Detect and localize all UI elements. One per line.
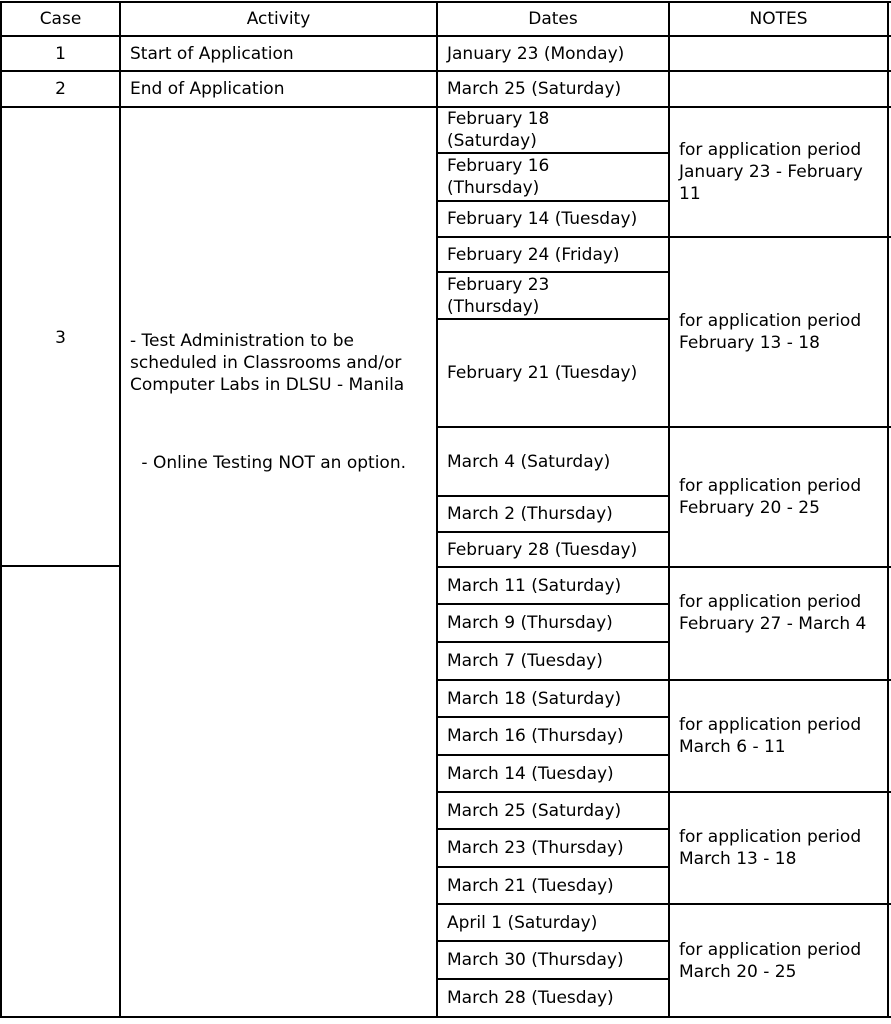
date-cell: March 23 (Thursday) <box>447 838 624 858</box>
table-border <box>436 940 670 942</box>
table-border <box>436 641 670 643</box>
table-border <box>436 426 891 428</box>
date-cell: March 25 (Saturday) <box>447 801 622 821</box>
case-number: 2 <box>55 79 66 99</box>
activity-cell: - Online Testing NOT an option. <box>136 453 406 473</box>
table-border <box>436 236 891 238</box>
date-cell: March 21 (Tuesday) <box>447 876 614 896</box>
case-number: 3 <box>55 328 66 348</box>
table-border <box>436 603 670 605</box>
activity-cell: Start of Application <box>130 44 294 64</box>
notes-cell: for application period February 13 - 18 <box>679 311 862 353</box>
date-cell: February 16 (Thursday) <box>447 156 550 198</box>
notes-cell: for application period March 6 - 11 <box>679 715 862 757</box>
notes-cell: for application period March 13 - 18 <box>679 827 862 869</box>
table-border <box>0 1 2 1018</box>
table-border <box>436 791 891 793</box>
date-cell: March 18 (Saturday) <box>447 689 622 709</box>
header-activity: Activity <box>246 9 311 29</box>
date-cell: March 9 (Thursday) <box>447 613 613 633</box>
date-cell: March 7 (Tuesday) <box>447 651 603 671</box>
date-cell: April 1 (Saturday) <box>447 913 598 933</box>
table-border <box>436 152 670 154</box>
date-cell: February 23 (Thursday) <box>447 275 550 317</box>
table-border <box>119 1 121 1018</box>
table-border <box>436 679 891 681</box>
notes-cell: for application period January 23 - February 11 <box>679 140 863 204</box>
date-cell: February 28 (Tuesday) <box>447 540 638 560</box>
date-cell: February 24 (Friday) <box>447 245 620 265</box>
table-border <box>0 565 121 567</box>
notes-cell: for application period February 20 - 25 <box>679 476 862 518</box>
notes-cell: for application period February 27 - March 4 <box>679 592 867 634</box>
table-border <box>436 754 670 756</box>
date-cell: January 23 (Monday) <box>447 44 625 64</box>
table-border <box>436 828 670 830</box>
table-border <box>0 1 891 3</box>
table-border <box>436 903 891 905</box>
table-border <box>436 318 670 320</box>
header-case: Case <box>39 9 82 29</box>
table-border <box>436 531 670 533</box>
table-border <box>436 866 670 868</box>
date-cell: February 14 (Tuesday) <box>447 209 638 229</box>
table-border <box>436 495 670 497</box>
table-border <box>887 1 889 1018</box>
table-border <box>436 566 891 568</box>
table-border <box>436 200 670 202</box>
header-dates: Dates <box>528 9 578 29</box>
table-border <box>0 106 891 108</box>
header-notes: NOTES <box>749 9 808 29</box>
table-border <box>436 978 670 980</box>
date-cell: March 2 (Thursday) <box>447 504 613 524</box>
date-cell: March 14 (Tuesday) <box>447 764 614 784</box>
table-border <box>0 35 891 37</box>
date-cell: March 16 (Thursday) <box>447 726 624 746</box>
activity-cell: - Test Administration to be scheduled in Classrooms and/or Computer Labs in DLSU - Manila <box>130 331 405 395</box>
date-cell: February 21 (Tuesday) <box>447 363 638 383</box>
table-border <box>0 70 891 72</box>
date-cell: March 30 (Thursday) <box>447 950 624 970</box>
notes-cell: for application period March 20 - 25 <box>679 940 862 982</box>
date-cell: March 25 (Saturday) <box>447 79 622 99</box>
activity-cell: End of Application <box>130 79 285 99</box>
case-number: 1 <box>55 44 66 64</box>
table-border <box>0 1016 891 1018</box>
date-cell: March 11 (Saturday) <box>447 576 622 596</box>
table-border <box>436 716 670 718</box>
date-cell: March 4 (Saturday) <box>447 452 611 472</box>
date-cell: February 18 (Saturday) <box>447 109 550 151</box>
date-cell: March 28 (Tuesday) <box>447 988 614 1008</box>
table-border <box>436 271 670 273</box>
